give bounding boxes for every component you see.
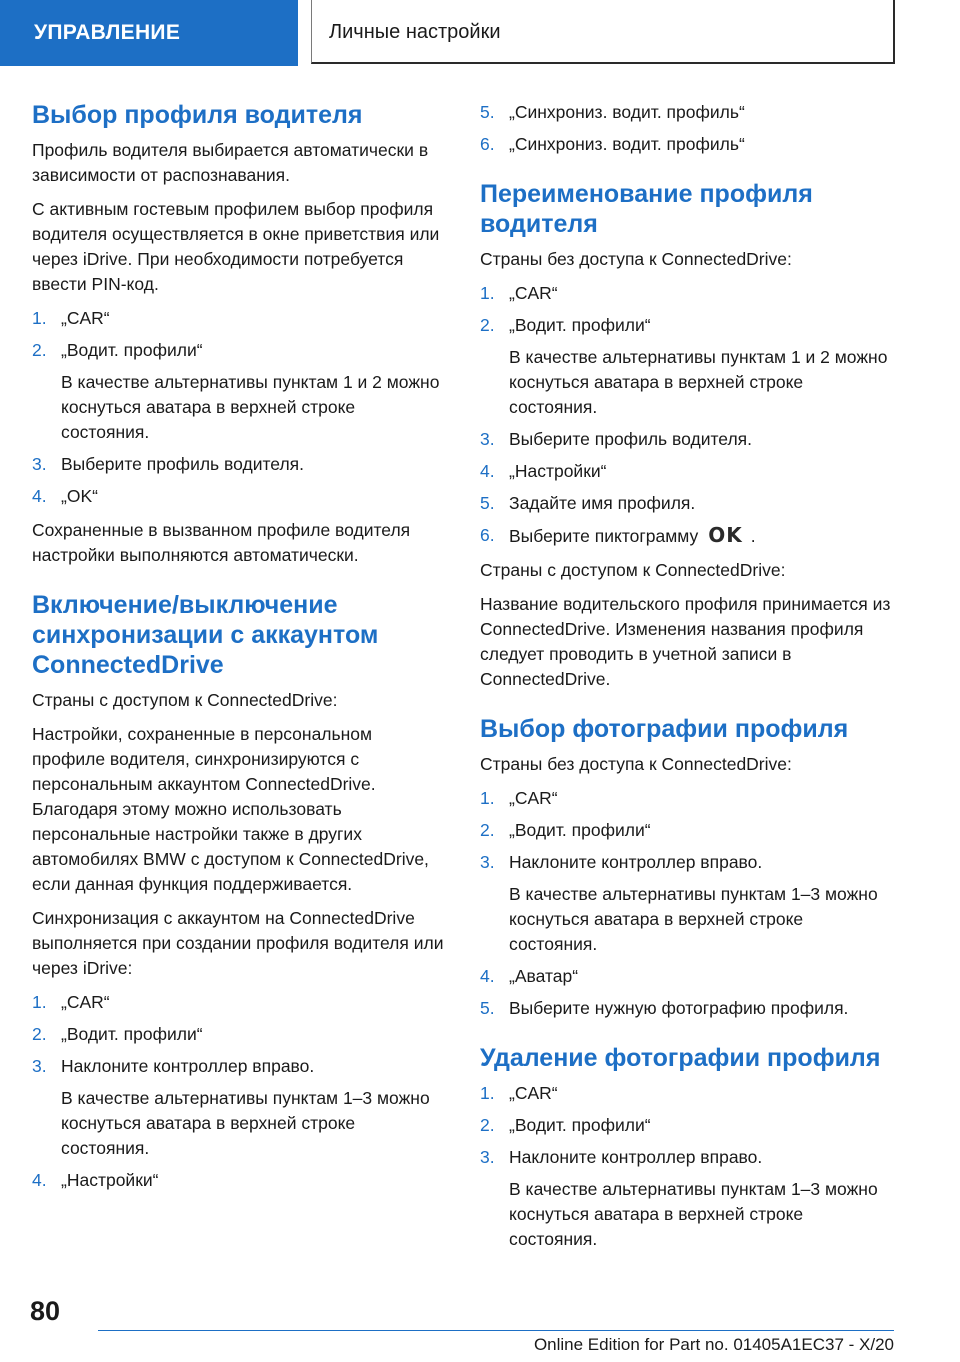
section-title: Включение/выключение синхронизации с аккаунтом ConnectedDrive	[32, 591, 379, 679]
paragraph: Настройки, сохраненные в персональном профиле водителя, синхронизируются с персональным аккаунтом ConnectedDrive. Благодаря этому можно использовать персональные настройки также в других автомобилях BMW с доступом к ConnectedDrive, если данная функция поддерживается.	[32, 724, 429, 894]
paragraph: Страны с доступом к ConnectedDrive:	[32, 690, 338, 710]
step-item	[480, 1081, 896, 1106]
paragraph: Сохраненные в вызванном профиле водителя настройки выполняются автоматически.	[32, 520, 411, 565]
step-number: 1.	[480, 283, 495, 303]
ok-icon: OK	[708, 523, 743, 547]
step-item	[32, 338, 448, 445]
step-text: „Водит. профили“	[61, 340, 203, 360]
step-item	[480, 850, 896, 957]
step-text: „CAR“	[61, 308, 110, 328]
step-number: 3.	[480, 1147, 495, 1167]
step-item	[32, 990, 448, 1015]
step-number: 5.	[480, 102, 495, 122]
step-text: Выберите пиктограмму	[509, 526, 699, 546]
step-item	[480, 523, 896, 549]
step-number: 3.	[480, 429, 495, 449]
step-note: В качестве альтернативы пунктам 1–3 можно коснуться аватара в верхней строке состояния.	[509, 884, 878, 954]
step-item	[480, 786, 896, 811]
step-text: „Синхрониз. водит. профиль“	[509, 102, 745, 122]
footer-divider	[98, 1330, 894, 1331]
section-title: Удаление фотографии профиля	[480, 1044, 881, 1072]
left-column	[32, 100, 448, 1202]
step-number: 1.	[32, 992, 47, 1012]
step-number: 5.	[480, 493, 495, 513]
step-text: „Водит. профили“	[509, 820, 651, 840]
step-number: 1.	[32, 308, 47, 328]
paragraph: Страны с доступом к ConnectedDrive:	[480, 560, 786, 580]
step-text: „Синхрониз. водит. профиль“	[509, 134, 745, 154]
step-item	[480, 132, 896, 157]
step-text-end: .	[750, 526, 756, 546]
step-number: 3.	[32, 454, 47, 474]
paragraph: Страны без доступа к ConnectedDrive:	[480, 249, 792, 269]
step-text: „Аватар“	[509, 966, 579, 986]
step-text: „Водит. профили“	[509, 1115, 651, 1135]
page-header	[0, 0, 960, 66]
step-number: 4.	[480, 966, 495, 986]
step-number: 2.	[32, 1024, 47, 1044]
step-number: 5.	[480, 998, 495, 1018]
step-note: В качестве альтернативы пунктам 1 и 2 можно коснуться аватара в верхней строке состояния.	[509, 347, 888, 417]
paragraph: Страны без доступа к ConnectedDrive:	[480, 754, 792, 774]
footer-edition: Online Edition for Part no. 01405A1EC37 - X/20	[533, 1335, 894, 1354]
step-item	[480, 996, 896, 1021]
section-title: Переименование профиля водителя	[480, 180, 813, 238]
step-item	[480, 459, 896, 484]
step-text: „Настройки“	[509, 461, 607, 481]
steps-list	[32, 306, 448, 509]
step-number: 4.	[32, 1170, 47, 1190]
step-text: „CAR“	[61, 992, 110, 1012]
step-item	[480, 491, 896, 516]
paragraph: С активным гостевым профилем выбор профиля водителя осуществляется в окне приветствия или через iDrive. При необходимости потребуется ввести PIN-код.	[32, 199, 440, 294]
paragraph: Синхронизация с аккаунтом на ConnectedDrive выполняется при создании профиля водителя или через iDrive:	[32, 908, 444, 978]
step-number: 2.	[480, 315, 495, 335]
step-text: Наклоните контроллер вправо.	[61, 1056, 315, 1076]
step-text: Задайте имя профиля.	[509, 493, 696, 513]
section-title: Выбор фотографии профиля	[480, 715, 849, 743]
paragraph: Название водительского профиля принимается из ConnectedDrive. Изменения названия профиля следует проводить в учетной записи в ConnectedDrive.	[480, 594, 891, 689]
step-item	[32, 306, 448, 331]
step-item	[480, 964, 896, 989]
step-item	[32, 452, 448, 477]
step-text: „Водит. профили“	[509, 315, 651, 335]
step-text: „Водит. профили“	[61, 1024, 203, 1044]
page-number: 80	[30, 1296, 61, 1326]
step-note: В качестве альтернативы пунктам 1 и 2 можно коснуться аватара в верхней строке состояния.	[61, 372, 440, 442]
step-item	[480, 100, 896, 125]
step-text: „Настройки“	[61, 1170, 159, 1190]
step-item	[480, 1145, 896, 1252]
step-number: 6.	[480, 525, 495, 545]
step-number: 4.	[32, 486, 47, 506]
step-note: В качестве альтернативы пунктам 1–3 можно коснуться аватара в верхней строке состояния.	[61, 1088, 430, 1158]
step-number: 6.	[480, 134, 495, 154]
step-text: Выберите профиль водителя.	[509, 429, 752, 449]
steps-list	[480, 786, 896, 1021]
step-number: 2.	[480, 820, 495, 840]
step-item	[32, 484, 448, 509]
right-column	[480, 100, 896, 1261]
paragraph: Профиль водителя выбирается автоматически в зависимости от распознавания.	[32, 140, 429, 185]
step-item	[32, 1168, 448, 1193]
step-item	[32, 1022, 448, 1047]
step-number: 4.	[480, 461, 495, 481]
step-text: Выберите нужную фотографию профиля.	[509, 998, 849, 1018]
step-number: 2.	[32, 340, 47, 360]
steps-list	[32, 990, 448, 1193]
steps-list	[480, 281, 896, 549]
step-text: Выберите профиль водителя.	[61, 454, 304, 474]
step-text: „OK“	[61, 486, 98, 506]
step-number: 3.	[480, 852, 495, 872]
chapter-title: Личные настройки	[311, 0, 895, 64]
step-number: 1.	[480, 1083, 495, 1103]
step-text: „CAR“	[509, 1083, 558, 1103]
step-item	[480, 1113, 896, 1138]
step-item	[480, 313, 896, 420]
step-item	[32, 1054, 448, 1161]
section-title: Выбор профиля водителя	[32, 101, 363, 129]
step-number: 1.	[480, 788, 495, 808]
steps-list	[480, 1081, 896, 1252]
step-item	[480, 281, 896, 306]
step-item	[480, 427, 896, 452]
step-item	[480, 818, 896, 843]
step-number: 2.	[480, 1115, 495, 1135]
step-note: В качестве альтернативы пунктам 1–3 можно коснуться аватара в верхней строке состояния.	[509, 1179, 878, 1249]
step-text: „CAR“	[509, 283, 558, 303]
steps-list	[480, 100, 896, 157]
step-text: „CAR“	[509, 788, 558, 808]
step-number: 3.	[32, 1056, 47, 1076]
step-text: Наклоните контроллер вправо.	[509, 1147, 763, 1167]
section-tab: УПРАВЛЕНИЕ	[0, 0, 298, 66]
step-text: Наклоните контроллер вправо.	[509, 852, 763, 872]
